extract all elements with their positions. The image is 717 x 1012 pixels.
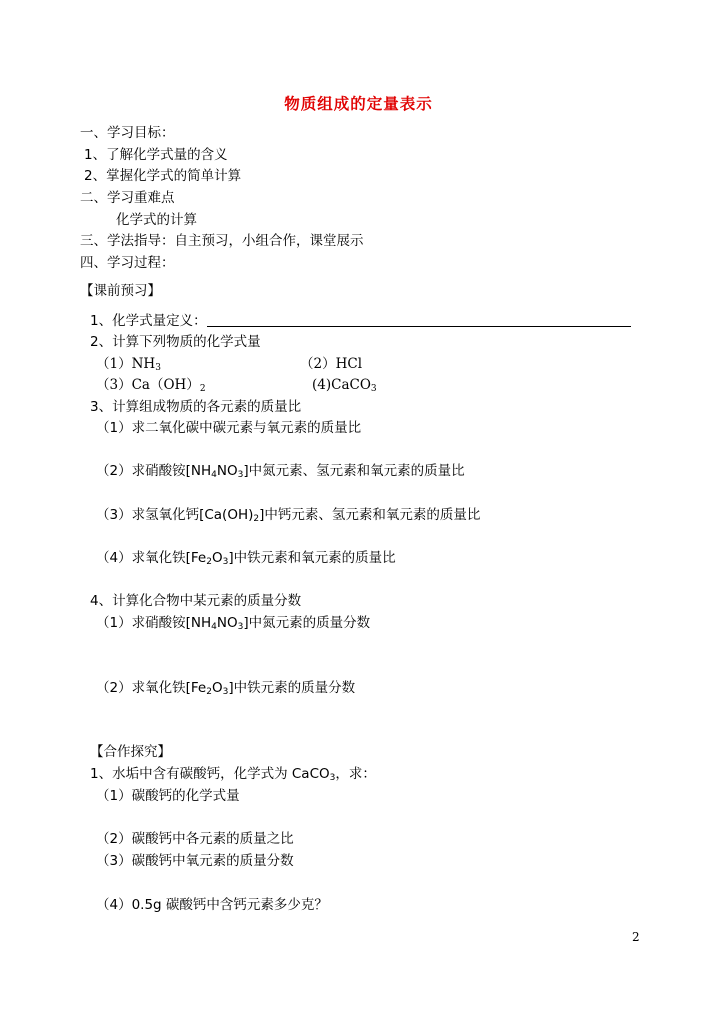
preview-q2-item-1: $(1)NH_3$ [96, 356, 161, 373]
preview-q3-item-2: （2）求硝酸铵$[NH_4NO_3]$中氮元素、氢元素和氧元素的质量比 [96, 463, 465, 480]
cooperative-q1-item-2: （2）碳酸钙中各元素的质量之比 [96, 831, 294, 847]
preview-q3-item-3: （3）求氢氧化钙$[Ca(OH)_2]$中钙元素、氢元素和氧元素的质量比 [96, 507, 481, 524]
preview-q1-text: 1、化学式量定义： [90, 313, 207, 329]
preview-q4-item-2: （2）求氧化铁$[Fe_2O_3]$中铁元素的质量分数 [96, 680, 356, 697]
cooperative-q1: 1、水垢中含有碳酸钙，化学式为 CaCO$_3$，求： [90, 766, 376, 783]
preview-q2-item-2: （2）HCl [300, 356, 363, 372]
preview-q4-item-1: （1）求硝酸铵$[NH_4NO_3]$中氮元素的质量分数 [96, 615, 371, 632]
objective-item-2: 2、掌握化学式的简单计算 [84, 168, 242, 184]
section-method-line: 三、学法指导：自主预习，小组合作，课堂展示 [80, 233, 364, 249]
cooperative-heading: 【合作探究】 [90, 744, 171, 760]
section-objectives-heading: 一、学习目标： [80, 125, 175, 141]
preview-q3-item-4: （4）求氧化铁$[Fe_2O_3]$中铁元素和氧元素的质量比 [96, 550, 396, 567]
page-title: 物质组成的定量表示 [284, 95, 433, 113]
preview-q3: 3、计算组成物质的各元素的质量比 [90, 399, 302, 415]
cooperative-q1-item-3: （3）碳酸钙中氧元素的质量分数 [96, 853, 294, 869]
cooperative-q1-item-1: （1）碳酸钙的化学式量 [96, 788, 240, 804]
objective-item-1: 1、了解化学式量的含义 [84, 147, 228, 163]
section-keypoints-heading: 二、学习重难点 [80, 190, 175, 206]
preview-q4: 4、计算化合物中某元素的质量分数 [90, 593, 302, 609]
preview-q3-item-1: （1）求二氧化碳中碳元素与氧元素的质量比 [96, 420, 362, 436]
answer-blank-line [207, 312, 631, 327]
cooperative-q1-item-4: （4）0.5g 碳酸钙中含钙元素多少克？ [96, 897, 328, 913]
section-process-heading: 四、学习过程： [80, 255, 175, 271]
preview-q2-item-3: $(3)Ca(OH)_2$ [96, 377, 206, 394]
preview-q2-item-4: (4)CaCO$_3$ [312, 377, 377, 394]
preview-q1 [90, 312, 631, 330]
preview-q2: 2、计算下列物质的化学式量 [90, 334, 261, 350]
preview-heading: 【课前预习】 [80, 283, 161, 299]
page-number: 2 [632, 930, 640, 944]
keypoint-item: 化学式的计算 [116, 212, 197, 228]
